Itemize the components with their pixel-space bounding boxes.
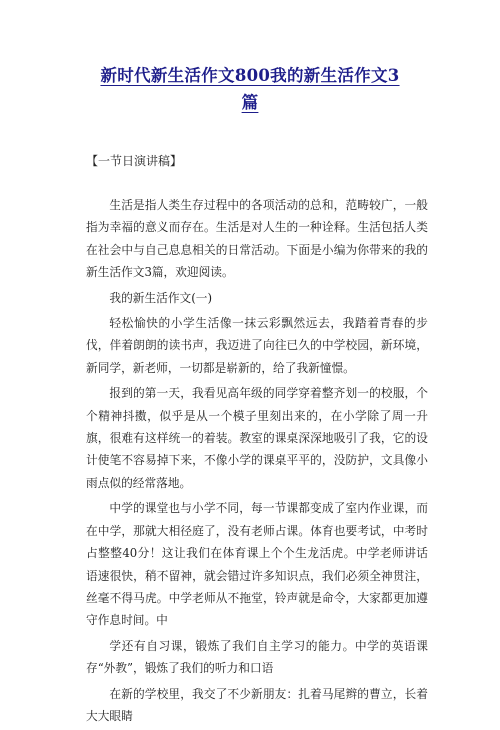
paragraph: 中学的课堂也与小学不同，每一节课都变成了室内作业课，而在中学，那就大相径庭了，没有老师占课。体育也要考试，中考时占整整40分！这让我们在体育课上个个生龙活虎。中学老师讲话语速很快，稍不留神，就会错过许多知识点，我们必须全神贯注，丝毫不得马虎。中学老师从不拖堂，铃声就是命令，大家都更加遵守作息时间。中 — [86, 501, 428, 628]
paragraph-intro: 生活是指人类生存过程中的各项活动的总和，范畴较广，一般指为幸福的意义而存在。生活是对人生的一种诠释。生活包括人类在社会中与自己息息相关的日常活动。下面是小编为你带来的我的新生活作文3篇，欢迎阅读。 — [86, 198, 428, 280]
title-line-1: 新时代新生活作文800我的新生活作文3 — [100, 66, 400, 85]
article-body — [86, 194, 428, 730]
paragraph: 报到的第一天，我看见高年级的同学穿着整齐划一的校服，个个精神抖擞，似乎是从一个模子里刻出来的，在小学除了周一升旗，很难有这样统一的着装。教室的课桌深深地吸引了我，它的设计使笔不容易掉下来，不像小学的课桌平平的，没防护，文具像小雨点似的经常落地。 — [86, 386, 428, 490]
section-heading: 我的新生活作文(一) — [109, 290, 213, 305]
document-title — [40, 62, 460, 116]
category-tag: 【一节日演讲稿】 — [86, 154, 183, 168]
paragraph: 在新的学校里，我交了不少新朋友：扎着马尾辫的曹立，长着大大眼睛 — [86, 686, 428, 723]
paragraph: 轻松愉快的小学生活像一抹云彩飘然远去，我踏着青春的步伐，伴着朗朗的读书声，我迈进了向往已久的中学校园，新环境，新同学，新老师，一切都是崭新的，给了我新憧憬。 — [86, 316, 428, 375]
paragraph: 学还有自习课，锻炼了我们自主学习的能力。中学的英语课存“外教”，锻炼了我们的听力和口语 — [86, 638, 428, 676]
title-line-2: 篇 — [241, 93, 259, 112]
